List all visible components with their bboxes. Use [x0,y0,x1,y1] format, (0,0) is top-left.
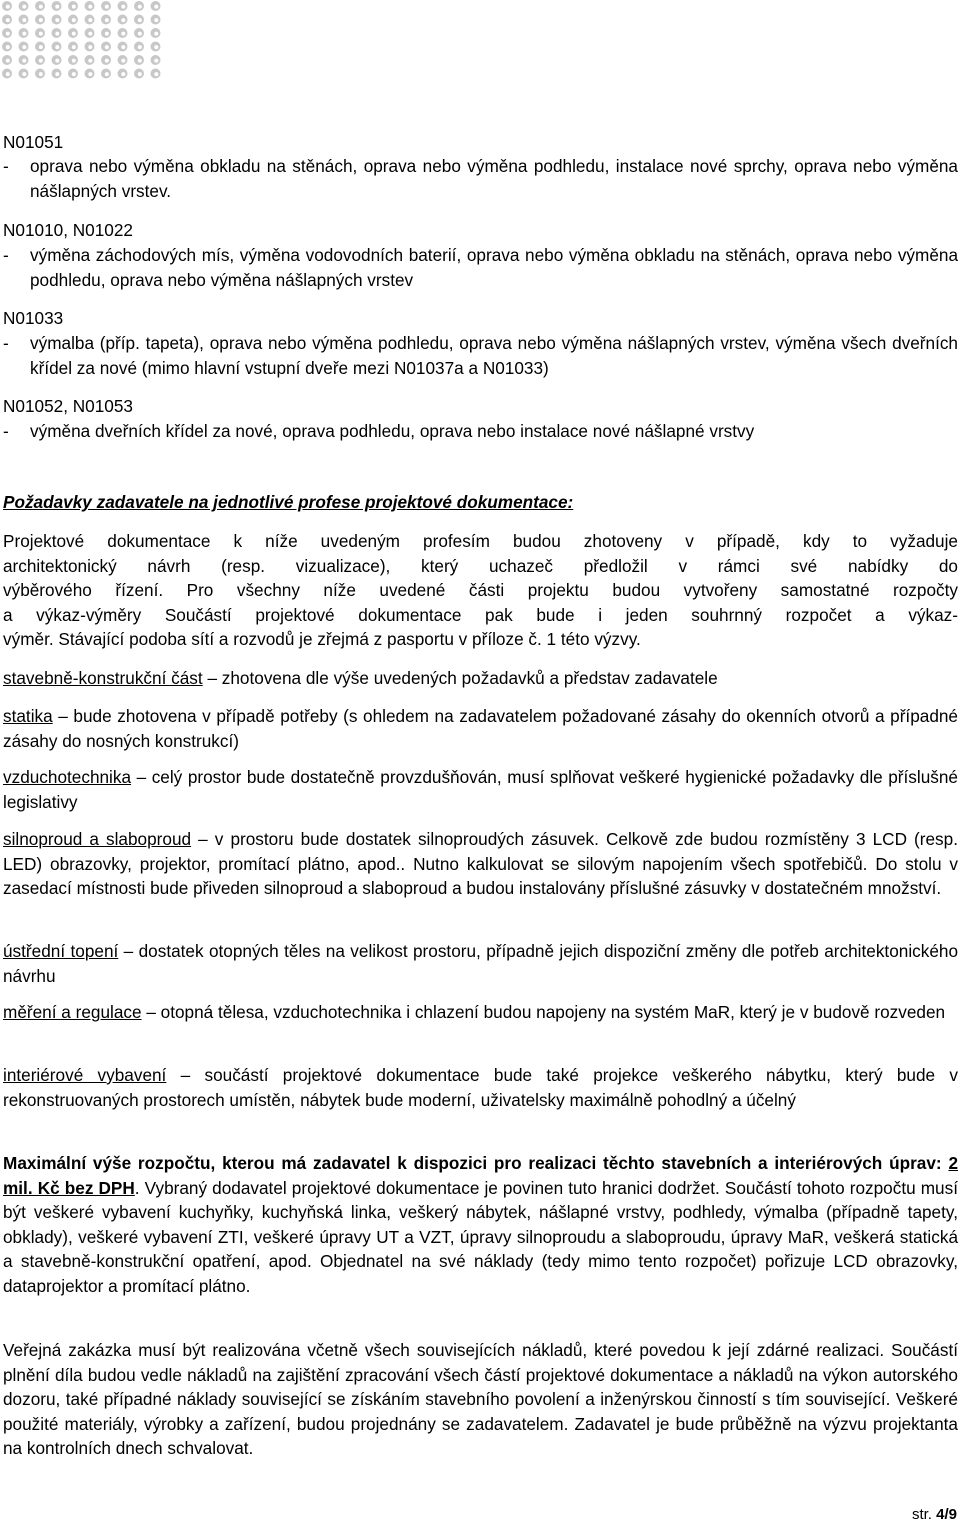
entry-code: N01010, N01022 [3,220,133,240]
logo-dot-center [72,32,76,36]
logo-dot-center [72,72,76,76]
profession-text: – součástí projektové dokumentace bude také projekce veškerého nábytku, který bude v rekonstruovaných prostorech umístěn, nábytek bude moderní, uživatelsky maximálně pohodlný a účelný [3,1065,958,1110]
logo-dot-center [154,72,158,76]
logo-dot-center [138,45,142,49]
logo-dot-center [138,5,142,9]
profession-name: vzduchotechnika [3,767,132,787]
logo-dot-center [154,45,158,49]
logo-dot-center [72,59,76,63]
logo-dot-center [6,5,10,9]
logo-dot-center [22,59,26,63]
logo-dot-center [138,32,142,36]
logo-dot-center [6,59,10,63]
profession-text: – bude zhotovena v případě potřeby (s ohledem na zadavatelem požadované zásahy do okenních otvorů a případné zásahy do nosných konstrukcí) [3,706,958,751]
logo-dot-center [72,45,76,49]
logo-dot-center [121,72,125,76]
entry-item [3,331,958,380]
logo-dot-center [105,72,109,76]
dash-marker: - [3,421,9,441]
profession-text: – v prostoru bude dostatek silnoproudých zásuvek. Celkově zde budou rozmístěny 3 LCD (resp. LED) obrazovky, projektor, promítací plátno, apod.. Nutno kalkulovat se silovým napojením všech spotřebičů. Do stolu v zasedací místnosti bude přiveden silnoproud a slaboproud a budou instalovány příslušné zásuvky v dostatečném množství. [3,829,958,898]
logo-dot-center [55,5,59,9]
profession-name: silnoproud a slaboproud [3,829,192,849]
budget-paragraph [3,1151,958,1298]
profession-text: – celý prostor bude dostatečně provzdušňován, musí splňovat veškeré hygienické požadavky dle příslušné legislativy [3,767,958,812]
logo-dot-center [55,18,59,22]
budget-amount: 2 mil. Kč bez DPH [3,1153,958,1198]
intro-line: Projektové dokumentace k níže uvedeným profesím budou zhotoveny v případě, kdy to vyžaduje [3,531,958,551]
intro-line: výměr. Stávající podoba sítí a rozvodů je zřejmá z pasportu v příloze č. 1 této výzvy. [3,629,641,649]
profession-paragraph [3,765,958,814]
intro-line: architektonický návrh (resp. vizualizace), který uchazeč předložil v rámci své nabídky do [3,555,958,576]
entry-item [3,154,958,203]
profession-paragraph [3,1063,958,1112]
logo-dot-center [72,18,76,22]
logo-dot-center [39,59,43,63]
logo-dot-center [88,59,92,63]
profession-name: stavebně-konstrukční část [3,668,203,688]
entry-item [3,419,958,444]
logo-dot-center [88,32,92,36]
logo-dot-center [121,5,125,9]
profession-text: – otopná tělesa, vzduchotechnika i chlazení budou napojeny na systém MaR, který je v budově rozveden [141,1002,946,1022]
entry-text: oprava nebo výměna obkladu na stěnách, oprava nebo výměna podhledu, instalace nové sprchy, oprava nebo výměna nášlapných vrstev. [30,156,958,201]
logo-dot-center [22,5,26,9]
logo-dot-center [121,45,125,49]
logo-dot-center [6,18,10,22]
page-number [912,1506,957,1523]
logo-dot-center [6,72,10,76]
entry-code: N01033 [3,308,64,328]
logo-dot-center [39,32,43,36]
intro-line: a výkaz-výměry Součástí projektové dokumentace pak bude i jeden souhrnný rozpočet a výkaz- [3,604,958,625]
logo-dot-center [6,32,10,36]
profession-name: měření a regulace [3,1002,142,1022]
intro-paragraph [3,529,958,652]
profession-paragraph [3,827,958,901]
logo-dot-center [88,45,92,49]
logo-dot-center [138,72,142,76]
entry-text: výmalba (příp. tapeta), oprava nebo výměna podhledu, oprava nebo výměna nášlapných vrstev, výměna všech dveřních křídel za nové (mimo hlavní vstupní dveře mezi N01037a a N01033) [30,333,958,378]
logo-dot-center [55,72,59,76]
profession-paragraph [3,666,958,691]
budget-rest: . Vybraný dodavatel projektové dokumentace je povinen tuto hranici dodržet. Součástí tohoto rozpočtu musí být veškeré vybavení kuchyňky, kuchyňská linka, veškerý nábytek, nášlapné vrstvy, podhledy, výmalba (případně tapety, obklady), veškeré vybavení ZTI, veškeré úpravy UT a VZT, úpravy silnoproudu a slaboproudu, úpravy MaR, veškerá statická a stavebně-konstrukční opatření, apod. Objednatel na své náklady (tedy mimo tento rozpočet) pořizuje LCD obrazovky, dataprojektor a promítací plátno. [3,1177,958,1296]
logo-dot-center [55,59,59,63]
profession-text: – dostatek otopných těles na velikost prostoru, případně jejich dispoziční změny dle potřeb architektonického návrhu [3,941,958,986]
logo-dot-center [22,45,26,49]
logo-dot-center [154,5,158,9]
logo-dot-center [22,18,26,22]
logo-dot-center [6,45,10,49]
logo-dot-center [88,72,92,76]
intro-line: výběrového řízení. Pro všechny níže uvedené části projektu budou vytvořeny samostatné rozpočty [3,580,958,600]
logo-dot-center [22,72,26,76]
entry-item [3,243,958,292]
logo-dot-center [121,32,125,36]
dot-pattern-logo-icon [0,0,170,80]
entry-text: výměna dveřních křídel za nové, oprava podhledu, oprava nebo instalace nové nášlapné vrstvy [30,421,755,441]
profession-paragraph [3,939,958,988]
profession-name: statika [3,706,53,726]
entry-code: N01052, N01053 [3,396,133,416]
logo-dot-center [39,5,43,9]
logo-dot-center [154,18,158,22]
profession-name: interiérové vybavení [3,1065,167,1085]
logo-dot-center [22,32,26,36]
logo-dot-center [105,18,109,22]
profession-name: ústřední topení [3,941,119,961]
profession-paragraph [3,1000,958,1025]
logo-dot-center [88,18,92,22]
logo-dot-center [154,32,158,36]
logo-dot-center [39,72,43,76]
closing-paragraph: Veřejná zakázka musí být realizována včetně všech souvisejících nákladů, které povedou k její zdárné realizaci. Součástí plnění díla budou vedle nákladů na zajištění zpracování všech částí projektové dokumentace a nákladů na výkon autorského dozoru, také případné náklady související se získáním stavebního povolení a inženýrskou činností s tím související. Veškeré použité materiály, výrobky a zařízení, budou projednány se zadavatelem. Zadavatel je bude průběžně na výzvu projektanta na kontrolních dnech schvalovat. [3,1340,958,1458]
logo-dot-center [55,32,59,36]
budget-lead: Maximální výše rozpočtu, kterou má zadavatel k dispozici pro realizaci těchto stavebních a interiérových úprav: [3,1153,949,1173]
logo-dot-center [138,59,142,63]
page-number-prefix: str. [911,1506,937,1523]
profession-paragraph [3,704,958,753]
logo-dot-center [39,18,43,22]
logo-dot-center [88,5,92,9]
page-number-value: 4/9 [936,1506,957,1523]
logo-dot-center [121,59,125,63]
dash-marker: - [3,333,9,353]
logo-dot-center [121,18,125,22]
dash-marker: - [3,245,9,265]
logo-dot-center [105,32,109,36]
dash-marker: - [3,156,9,176]
logo-dot-center [138,18,142,22]
logo-dot-center [72,5,76,9]
entry-text: výměna záchodových mís, výměna vodovodních baterií, oprava nebo výměna obkladu na stěnách, oprava nebo výměna podhledu, oprava nebo výměna nášlapných vrstev [30,245,958,290]
logo-dot-center [105,59,109,63]
logo-dot-center [39,45,43,49]
profession-text: – zhotovena dle výše uvedených požadavků a představ zadavatele [202,668,718,688]
entry-code: N01051 [3,132,64,152]
logo-dot-center [154,59,158,63]
logo-dot-center [105,45,109,49]
section-heading: Požadavky zadavatele na jednotlivé profese projektové dokumentace: [3,492,574,512]
logo-dot-center [55,45,59,49]
logo-dot-center [105,5,109,9]
